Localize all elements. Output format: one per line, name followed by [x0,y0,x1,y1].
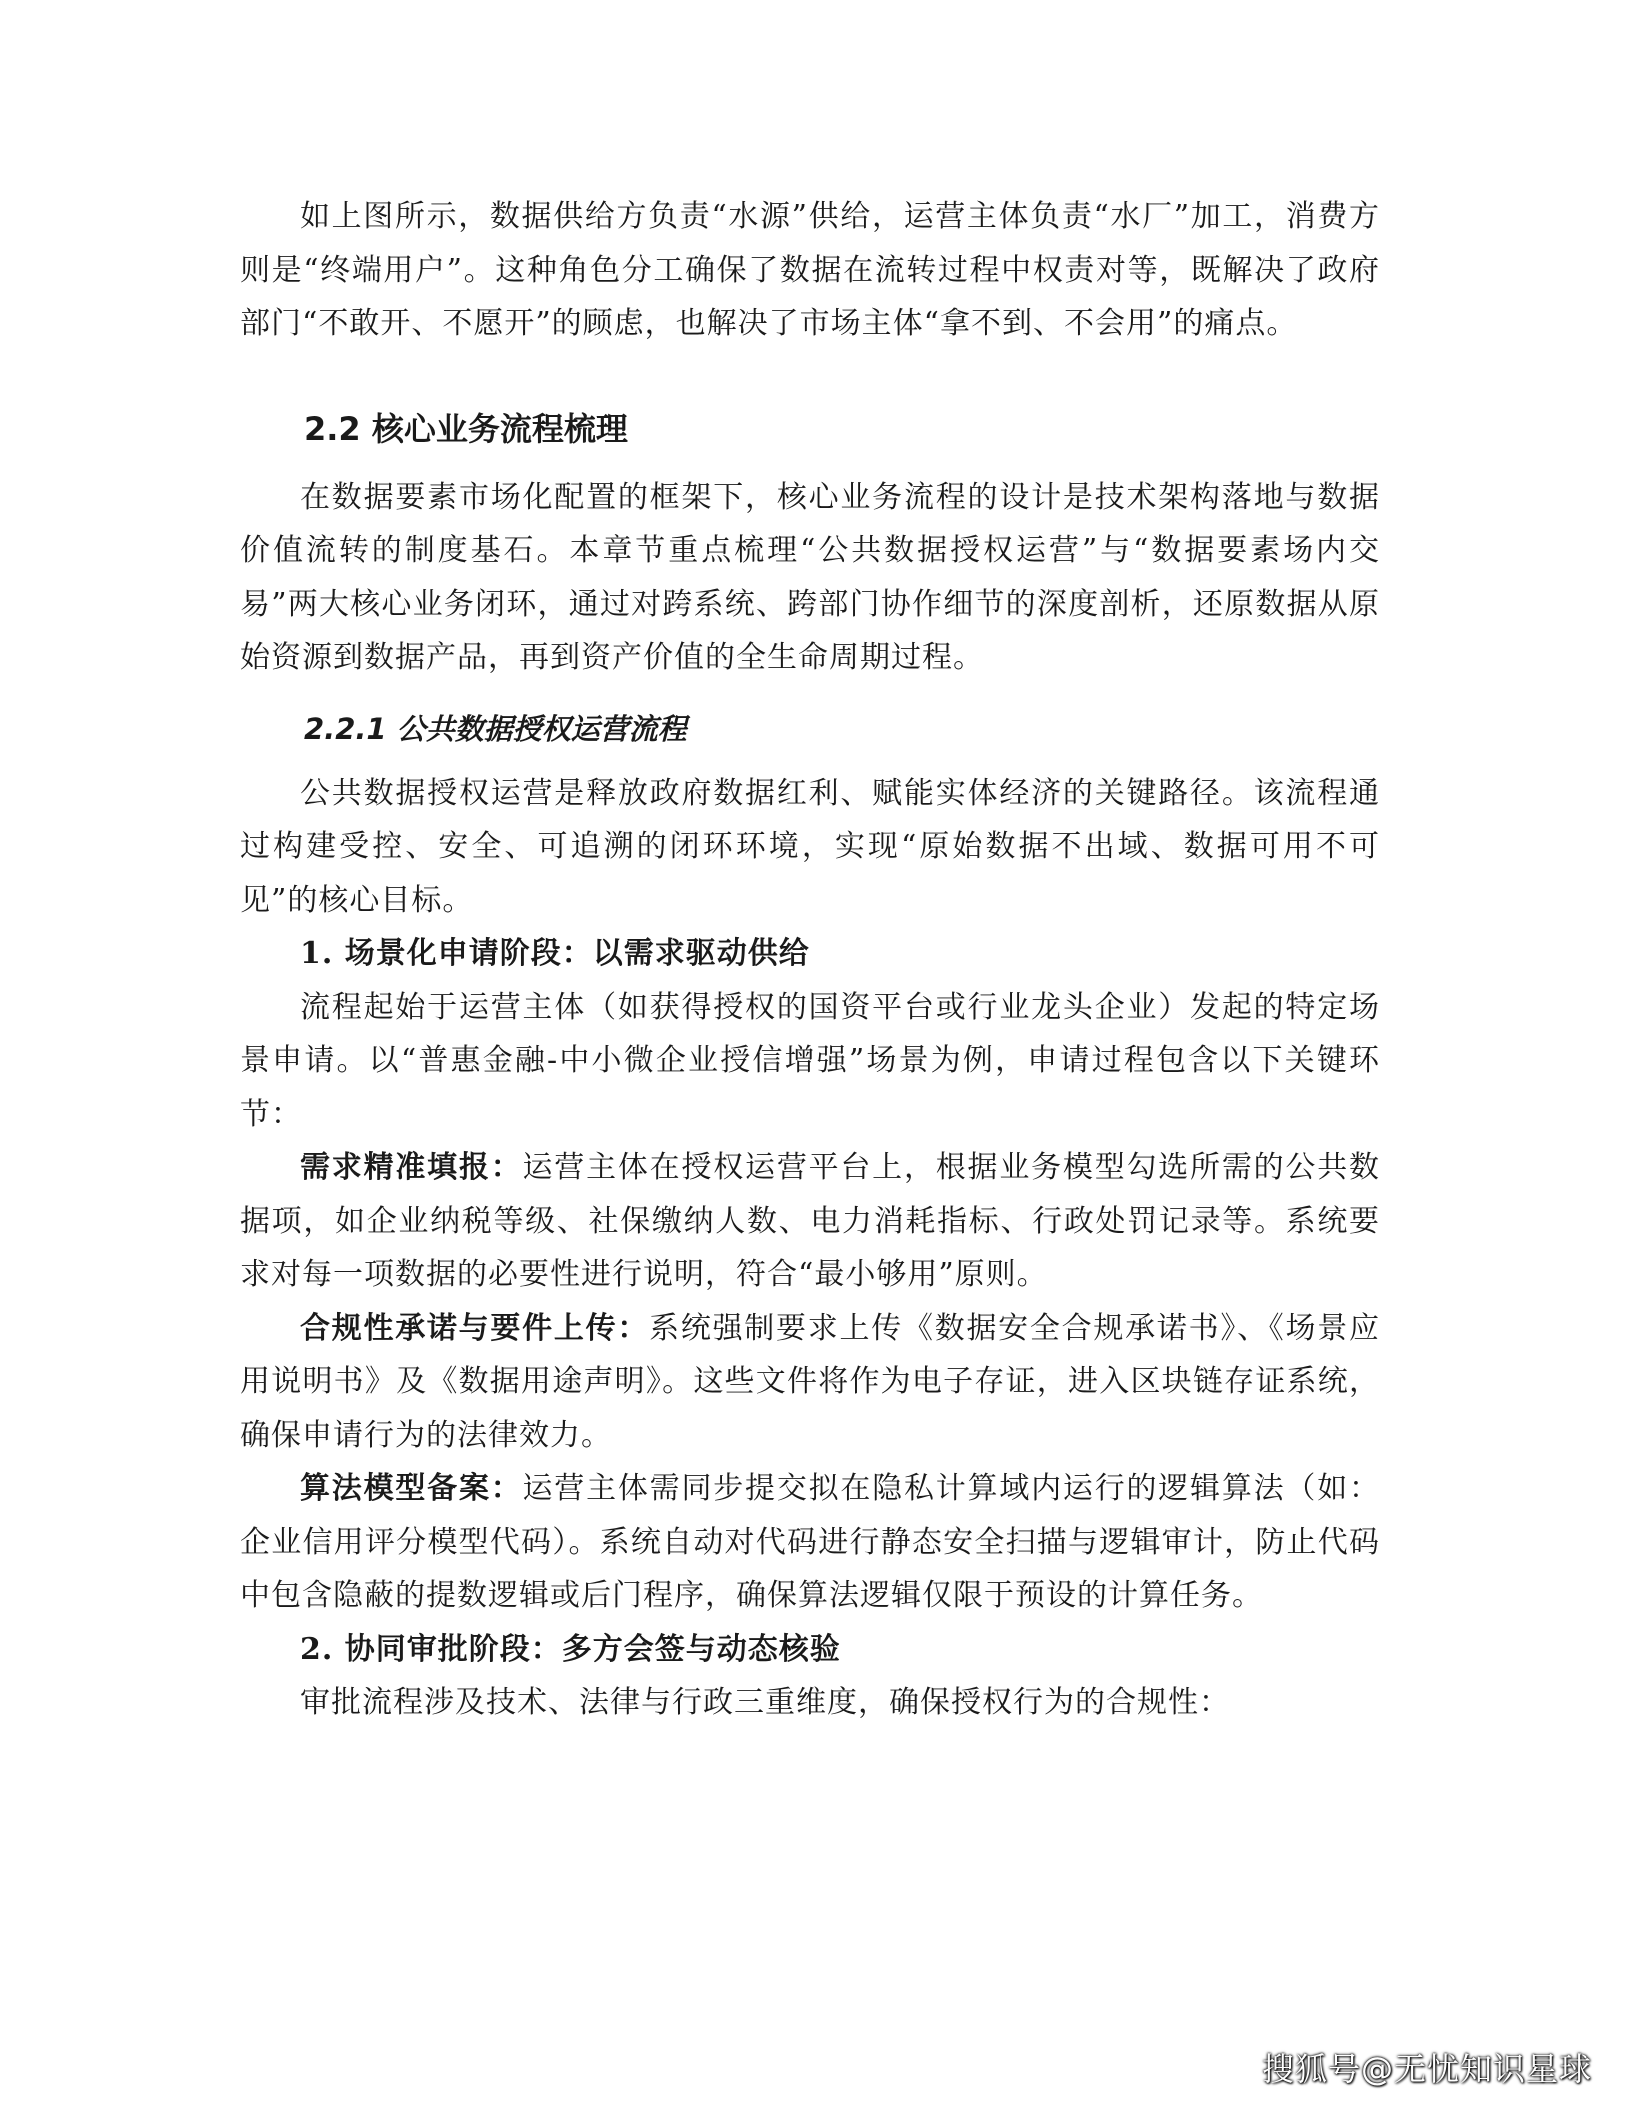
section-heading-2-2-1: 2.2.1 公共数据授权运营流程 [304,711,687,746]
step-1-item-algorithm [240,1462,1380,1623]
item-lead: 需求精准填报： [300,1150,523,1185]
document-page [240,190,1380,1730]
step-2-paragraph: 审批流程涉及技术、法律与行政三重维度，确保授权行为的合规性： [300,1685,1230,1720]
section-heading-2-2: 2.2 核心业务流程梳理 [304,409,628,448]
step-1-item-compliance [240,1302,1380,1463]
item-lead: 算法模型备案： [300,1471,523,1506]
section-2-2-paragraph: 在数据要素市场化配置的框架下，核心业务流程的设计是技术架构落地与数据价值流转的制度基石。本章节重点梳理“公共数据授权运营”与“数据要素场内交易”两大核心业务闭环，通过对跨系统、跨部门协作细节的深度剖析，还原数据从原始资源到数据产品，再到资产价值的全生命周期过程。 [240,479,1380,675]
step-1-title: 1. 场景化申请阶段：以需求驱动供给 [300,936,810,971]
intro-paragraph: 如上图所示，数据供给方负责“水源”供给，运营主体负责“水厂”加工，消费方则是“终端用户”。这种角色分工确保了数据在流转过程中权责对等，既解决了政府部门“不敢开、不愿开”的顾虑，也解决了市场主体“拿不到、不会用”的痛点。 [240,199,1380,341]
step-2-title: 2. 协同审批阶段：多方会签与动态核验 [300,1631,841,1667]
item-text: 系统强制要求上传《数据安全合规承诺书》、《场景应用说明书》及《数据用途声明》。这些文件将作为电子存证，进入区块链存证系统，确保申请行为的法律效力。 [240,1310,1381,1453]
section-2-2-1-paragraph: 公共数据授权运营是释放政府数据红利、赋能实体经济的关键路径。该流程通过构建受控、安全、可追溯的闭环环境，实现“原始数据不出域、数据可用不可见”的核心目标。 [240,775,1380,918]
item-text: 运营主体在授权运营平台上，根据业务模型勾选所需的公共数据项，如企业纳税等级、社保缴纳人数、电力消耗指标、行政处罚记录等。系统要求对每一项数据的必要性进行说明，符合“最小够用”原则。 [240,1150,1380,1292]
item-lead: 合规性承诺与要件上传： [300,1310,650,1346]
watermark: 搜狐号@无忧知识星球 [1261,2050,1592,2088]
item-text: 运营主体需同步提交拟在隐私计算域内运行的逻辑算法（如：企业信用评分模型代码）。系统自动对代码进行静态安全扫描与逻辑审计，防止代码中包含隐蔽的提数逻辑或后门程序，确保算法逻辑仅限于预设的计算任务。 [240,1471,1380,1613]
step-1-item-demand [240,1141,1380,1302]
step-1-paragraph: 流程起始于运营主体（如获得授权的国资平台或行业龙头企业）发起的特定场景申请。以“普惠金融-中小微企业授信增强”场景为例，申请过程包含以下关键环节： [240,989,1380,1132]
